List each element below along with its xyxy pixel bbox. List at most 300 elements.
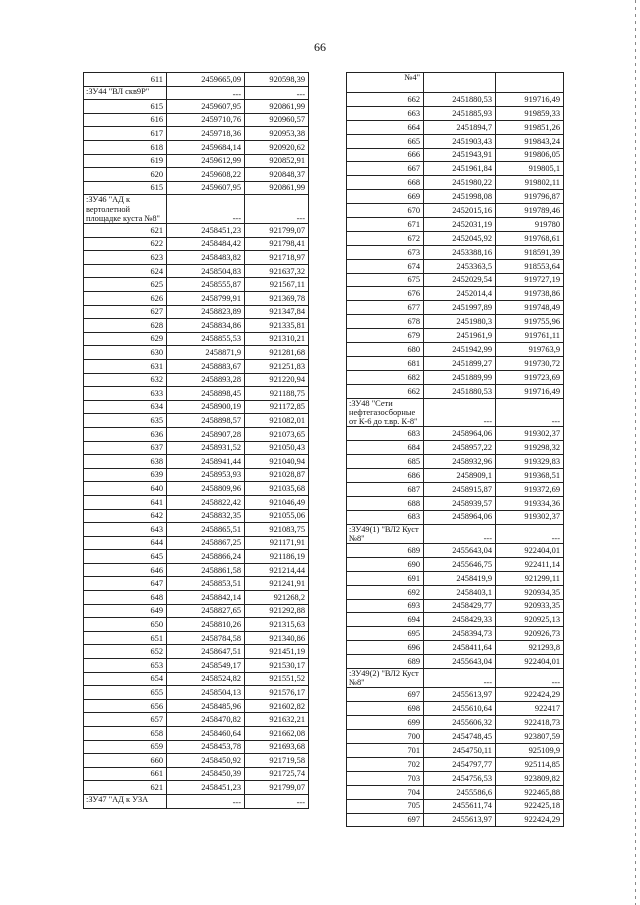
y-coordinate: 921693,68 (245, 740, 309, 754)
y-coordinate: 918553,64 (496, 259, 564, 273)
x-coordinate: 2458907,28 (167, 427, 245, 441)
y-coordinate: 921799,07 (245, 224, 309, 238)
table-row (84, 550, 309, 564)
section-header-row (84, 195, 309, 224)
table-row (347, 641, 564, 655)
y-coordinate: 919851,26 (496, 120, 564, 134)
table-row (84, 495, 309, 509)
point-number: 636 (84, 427, 167, 441)
table-row (347, 301, 564, 315)
y-coordinate: 919738,86 (496, 287, 564, 301)
point-number: 665 (347, 134, 424, 148)
x-coordinate: 2452045,92 (424, 231, 496, 245)
point-number: 689 (347, 655, 424, 669)
table-row (347, 356, 564, 370)
table-row (84, 618, 309, 632)
point-number: 664 (347, 120, 424, 134)
section-label: :ЗУ48 "Сети нефтегазосборные от К-6 до т.вр. К-8" (347, 398, 424, 427)
table-row (84, 604, 309, 618)
x-coordinate: 2458450,92 (167, 754, 245, 768)
point-number: 639 (84, 468, 167, 482)
y-coordinate: 920852,91 (245, 154, 309, 168)
table-row (84, 373, 309, 387)
point-number: 689 (347, 544, 424, 558)
table-row (347, 468, 564, 482)
y-coordinate: 919298,32 (496, 441, 564, 455)
y-coordinate: 919859,33 (496, 106, 564, 120)
y-coordinate: 919763,9 (496, 343, 564, 357)
y-coordinate: 921662,08 (245, 727, 309, 741)
y-coordinate: 919805,1 (496, 162, 564, 176)
x-coordinate: 2455643,04 (424, 655, 496, 669)
y-coordinate: 921082,01 (245, 414, 309, 428)
x-coordinate: 2458893,28 (167, 373, 245, 387)
x-coordinate: 2458827,65 (167, 604, 245, 618)
y-coordinate: 921315,63 (245, 618, 309, 632)
point-number: 668 (347, 176, 424, 190)
x-coordinate: 2451894,7 (424, 120, 496, 134)
x-coordinate: 2459684,14 (167, 140, 245, 154)
x-coordinate: 2455606,32 (424, 716, 496, 730)
y-coordinate: 921188,75 (245, 387, 309, 401)
x-coordinate: 2458451,23 (167, 781, 245, 795)
table-row (84, 73, 309, 87)
point-number: 650 (84, 618, 167, 632)
y-coordinate: 922411,14 (496, 557, 564, 571)
x-coordinate: 2458524,82 (167, 672, 245, 686)
point-number: 644 (84, 536, 167, 550)
y-coordinate: 922418,73 (496, 716, 564, 730)
y-coordinate: --- (245, 195, 309, 224)
x-coordinate: --- (167, 195, 245, 224)
x-coordinate: 2458822,42 (167, 495, 245, 509)
y-coordinate: 921335,81 (245, 319, 309, 333)
y-coordinate: 920926,73 (496, 627, 564, 641)
section-label: №4" (347, 73, 424, 93)
y-coordinate: 921172,85 (245, 400, 309, 414)
table-row (347, 496, 564, 510)
point-number: 697 (347, 688, 424, 702)
table-row (84, 154, 309, 168)
y-coordinate: 919716,49 (496, 384, 564, 398)
table-row (84, 168, 309, 182)
table-row (84, 727, 309, 741)
x-coordinate: 2451997,89 (424, 301, 496, 315)
table-row (84, 224, 309, 238)
table-row (347, 106, 564, 120)
point-number: 626 (84, 292, 167, 306)
x-coordinate: 2458855,53 (167, 332, 245, 346)
table-row (84, 713, 309, 727)
y-coordinate: 921214,44 (245, 563, 309, 577)
point-number: 675 (347, 273, 424, 287)
section-header-row (347, 73, 564, 93)
section-header-row (347, 398, 564, 427)
point-number: 667 (347, 162, 424, 176)
point-number: 631 (84, 359, 167, 373)
y-coordinate: 921637,32 (245, 264, 309, 278)
y-coordinate: 920925,13 (496, 613, 564, 627)
point-number: 615 (84, 100, 167, 114)
point-number: 695 (347, 627, 424, 641)
x-coordinate: 2458834,86 (167, 319, 245, 333)
x-coordinate: 2459607,95 (167, 100, 245, 114)
x-coordinate: 2458866,24 (167, 550, 245, 564)
y-coordinate: 921186,19 (245, 550, 309, 564)
y-coordinate: 918591,39 (496, 245, 564, 259)
table-row (347, 384, 564, 398)
y-coordinate: 922424,29 (496, 688, 564, 702)
x-coordinate: 2454797,77 (424, 757, 496, 771)
point-number: 672 (347, 231, 424, 245)
point-number: 632 (84, 373, 167, 387)
x-coordinate: 2458964,06 (424, 427, 496, 441)
point-number: 623 (84, 251, 167, 265)
point-number: 700 (347, 730, 424, 744)
point-number: 688 (347, 496, 424, 510)
x-coordinate: 2458411,64 (424, 641, 496, 655)
point-number: 618 (84, 140, 167, 154)
table-row (84, 292, 309, 306)
x-coordinate: 2452029,54 (424, 273, 496, 287)
x-coordinate: 2451998,08 (424, 190, 496, 204)
point-number: 661 (84, 767, 167, 781)
x-coordinate: 2455610,64 (424, 702, 496, 716)
y-coordinate: 919843,24 (496, 134, 564, 148)
x-coordinate: 2454750,11 (424, 744, 496, 758)
y-coordinate: 919329,83 (496, 455, 564, 469)
point-number: 669 (347, 190, 424, 204)
y-coordinate: 921310,21 (245, 332, 309, 346)
y-coordinate: 919796,87 (496, 190, 564, 204)
x-coordinate: 2459608,22 (167, 168, 245, 182)
y-coordinate: 921292,88 (245, 604, 309, 618)
table-row (347, 204, 564, 218)
point-number: 702 (347, 757, 424, 771)
x-coordinate: 2451885,93 (424, 106, 496, 120)
table-row (347, 785, 564, 799)
point-number: 657 (84, 713, 167, 727)
table-row (347, 482, 564, 496)
y-coordinate: 921055,06 (245, 509, 309, 523)
table-row (84, 251, 309, 265)
table-row (347, 148, 564, 162)
table-row (347, 702, 564, 716)
point-number: 640 (84, 482, 167, 496)
point-number: 617 (84, 127, 167, 141)
x-coordinate: 2455613,97 (424, 688, 496, 702)
section-header-row (84, 86, 309, 100)
y-coordinate: 921035,68 (245, 482, 309, 496)
y-coordinate: 921718,97 (245, 251, 309, 265)
x-coordinate: 2453388,16 (424, 245, 496, 259)
y-coordinate: 922404,01 (496, 655, 564, 669)
table-row (84, 387, 309, 401)
x-coordinate: 2455613,97 (424, 813, 496, 827)
x-coordinate: 2458861,58 (167, 563, 245, 577)
point-number: 677 (347, 301, 424, 315)
point-number: 687 (347, 482, 424, 496)
x-coordinate: 2458429,77 (424, 599, 496, 613)
table-row (347, 585, 564, 599)
x-coordinate: 2458403,1 (424, 585, 496, 599)
y-coordinate: 919806,05 (496, 148, 564, 162)
y-coordinate: 920953,38 (245, 127, 309, 141)
table-row (84, 319, 309, 333)
table-row (347, 176, 564, 190)
y-coordinate: 922425,18 (496, 799, 564, 813)
table-row (347, 599, 564, 613)
point-number: 625 (84, 278, 167, 292)
x-coordinate: 2452014,4 (424, 287, 496, 301)
table-row (84, 631, 309, 645)
x-coordinate: 2451943,91 (424, 148, 496, 162)
section-label: :ЗУ46 "АД к вертолетной площадке куста №8" (84, 195, 167, 224)
x-coordinate: 2458898,57 (167, 414, 245, 428)
y-coordinate: 921530,17 (245, 659, 309, 673)
y-coordinate: 919368,51 (496, 468, 564, 482)
table-row (84, 672, 309, 686)
x-coordinate: 2458647,51 (167, 645, 245, 659)
point-number: 671 (347, 218, 424, 232)
x-coordinate: 2451980,22 (424, 176, 496, 190)
table-row (84, 332, 309, 346)
point-number: 642 (84, 509, 167, 523)
x-coordinate: 2458809,96 (167, 482, 245, 496)
point-number: 697 (347, 813, 424, 827)
x-coordinate: 2451942,99 (424, 343, 496, 357)
point-number: 680 (347, 343, 424, 357)
table-row (84, 468, 309, 482)
point-number: 670 (347, 204, 424, 218)
table-row (347, 273, 564, 287)
x-coordinate: 2458898,45 (167, 387, 245, 401)
table-row (347, 245, 564, 259)
point-number: 656 (84, 699, 167, 713)
table-row (84, 482, 309, 496)
table-row (84, 659, 309, 673)
x-coordinate: 2459710,76 (167, 113, 245, 127)
y-coordinate: 921299,11 (496, 571, 564, 585)
x-coordinate: 2451980,3 (424, 315, 496, 329)
y-coordinate: 921281,68 (245, 346, 309, 360)
y-coordinate: 921632,21 (245, 713, 309, 727)
x-coordinate: 2451880,53 (424, 384, 496, 398)
table-row (84, 140, 309, 154)
x-coordinate: 2455611,74 (424, 799, 496, 813)
y-coordinate: 919334,36 (496, 496, 564, 510)
coordinates-table-left (83, 72, 309, 809)
table-row (347, 799, 564, 813)
table-row (84, 113, 309, 127)
y-coordinate: 921040,94 (245, 455, 309, 469)
section-header-row (84, 794, 309, 808)
table-row (347, 688, 564, 702)
x-coordinate: 2458939,57 (424, 496, 496, 510)
point-number: 678 (347, 315, 424, 329)
x-coordinate: 2458460,64 (167, 727, 245, 741)
x-coordinate: 2458429,33 (424, 613, 496, 627)
table-row (84, 563, 309, 577)
x-coordinate: --- (167, 794, 245, 808)
table-row (347, 343, 564, 357)
x-coordinate: --- (424, 524, 496, 543)
y-coordinate: 922404,01 (496, 544, 564, 558)
point-number: 630 (84, 346, 167, 360)
y-coordinate: 921241,91 (245, 577, 309, 591)
point-number: 638 (84, 455, 167, 469)
table-row (84, 523, 309, 537)
y-coordinate: 919780 (496, 218, 564, 232)
y-coordinate: 921567,11 (245, 278, 309, 292)
x-coordinate: 2458394,73 (424, 627, 496, 641)
table-row (347, 162, 564, 176)
y-coordinate: 919302,37 (496, 427, 564, 441)
table-row (84, 441, 309, 455)
table-row (84, 699, 309, 713)
y-coordinate (496, 73, 564, 93)
y-coordinate: 923807,59 (496, 730, 564, 744)
table-row (84, 427, 309, 441)
point-number: 693 (347, 599, 424, 613)
point-number: 698 (347, 702, 424, 716)
y-coordinate: 919802,11 (496, 176, 564, 190)
x-coordinate: 2454748,45 (424, 730, 496, 744)
table-row (84, 237, 309, 251)
table-row (84, 100, 309, 114)
point-number: 704 (347, 785, 424, 799)
point-number: 683 (347, 510, 424, 524)
table-row (347, 557, 564, 571)
table-row (84, 346, 309, 360)
point-number: 684 (347, 441, 424, 455)
x-coordinate: 2458799,91 (167, 292, 245, 306)
table-row (347, 510, 564, 524)
y-coordinate: 919723,69 (496, 370, 564, 384)
point-number: 685 (347, 455, 424, 469)
table-row (84, 754, 309, 768)
x-coordinate: 2458964,06 (424, 510, 496, 524)
table-row (347, 544, 564, 558)
point-number: 641 (84, 495, 167, 509)
point-number: 662 (347, 384, 424, 398)
point-number: 635 (84, 414, 167, 428)
table-row (347, 190, 564, 204)
x-coordinate: 2458483,82 (167, 251, 245, 265)
x-coordinate: 2458842,14 (167, 591, 245, 605)
point-number: 648 (84, 591, 167, 605)
table-row (84, 278, 309, 292)
y-coordinate: 921369,78 (245, 292, 309, 306)
x-coordinate: 2459665,09 (167, 73, 245, 87)
x-coordinate: 2458784,58 (167, 631, 245, 645)
table-row (84, 305, 309, 319)
table-row (84, 455, 309, 469)
y-coordinate: 919761,11 (496, 329, 564, 343)
table-row (347, 218, 564, 232)
point-number: 679 (347, 329, 424, 343)
section-header-row (347, 669, 564, 688)
y-coordinate: 919302,37 (496, 510, 564, 524)
y-coordinate: 920861,99 (245, 181, 309, 195)
x-coordinate: 2458915,87 (424, 482, 496, 496)
x-coordinate: 2455643,04 (424, 544, 496, 558)
point-number: 683 (347, 427, 424, 441)
section-label: :ЗУ44 "ВЛ скв9Р" (84, 86, 167, 100)
table-row (347, 93, 564, 107)
section-header-row (347, 524, 564, 543)
y-coordinate: 921268,2 (245, 591, 309, 605)
table-row (347, 231, 564, 245)
point-number: 681 (347, 356, 424, 370)
table-row (347, 287, 564, 301)
y-coordinate: 921220,94 (245, 373, 309, 387)
point-number: 705 (347, 799, 424, 813)
y-coordinate: 920920,62 (245, 140, 309, 154)
y-coordinate: 919730,72 (496, 356, 564, 370)
x-coordinate: 2458957,22 (424, 441, 496, 455)
y-coordinate: 921293,8 (496, 641, 564, 655)
x-coordinate: --- (424, 669, 496, 688)
section-label: :ЗУ49(2) "ВЛ2 Куст №8" (347, 669, 424, 688)
x-coordinate: 2458810,26 (167, 618, 245, 632)
table-row (347, 655, 564, 669)
x-coordinate: 2458953,93 (167, 468, 245, 482)
table-row (84, 740, 309, 754)
point-number: 619 (84, 154, 167, 168)
table-row (347, 441, 564, 455)
point-number: 691 (347, 571, 424, 585)
x-coordinate: 2458941,44 (167, 455, 245, 469)
y-coordinate: 921798,41 (245, 237, 309, 251)
point-number: 663 (347, 106, 424, 120)
x-coordinate: 2458931,52 (167, 441, 245, 455)
point-number: 646 (84, 563, 167, 577)
x-coordinate: 2458450,39 (167, 767, 245, 781)
y-coordinate: 919372,69 (496, 482, 564, 496)
table-row (347, 771, 564, 785)
y-coordinate: 920933,35 (496, 599, 564, 613)
x-coordinate: 2458504,13 (167, 686, 245, 700)
y-coordinate: 923809,82 (496, 771, 564, 785)
y-coordinate: 921576,17 (245, 686, 309, 700)
page-number: 66 (314, 40, 326, 54)
x-coordinate: 2458832,35 (167, 509, 245, 523)
point-number: 621 (84, 781, 167, 795)
x-coordinate: 2458484,42 (167, 237, 245, 251)
table-row (84, 414, 309, 428)
y-coordinate: 925109,9 (496, 744, 564, 758)
point-number: 633 (84, 387, 167, 401)
table-row (347, 813, 564, 827)
x-coordinate: 2451961,9 (424, 329, 496, 343)
y-coordinate: 919748,49 (496, 301, 564, 315)
x-coordinate: 2459612,99 (167, 154, 245, 168)
table-row (347, 627, 564, 641)
x-coordinate: 2458883,67 (167, 359, 245, 373)
point-number: 620 (84, 168, 167, 182)
table-row (347, 455, 564, 469)
table-row (347, 259, 564, 273)
x-coordinate: 2451961,84 (424, 162, 496, 176)
x-coordinate: 2458555,87 (167, 278, 245, 292)
point-number: 637 (84, 441, 167, 455)
y-coordinate: 919768,61 (496, 231, 564, 245)
y-coordinate: --- (245, 86, 309, 100)
table-row (84, 400, 309, 414)
point-number: 627 (84, 305, 167, 319)
point-number: 629 (84, 332, 167, 346)
